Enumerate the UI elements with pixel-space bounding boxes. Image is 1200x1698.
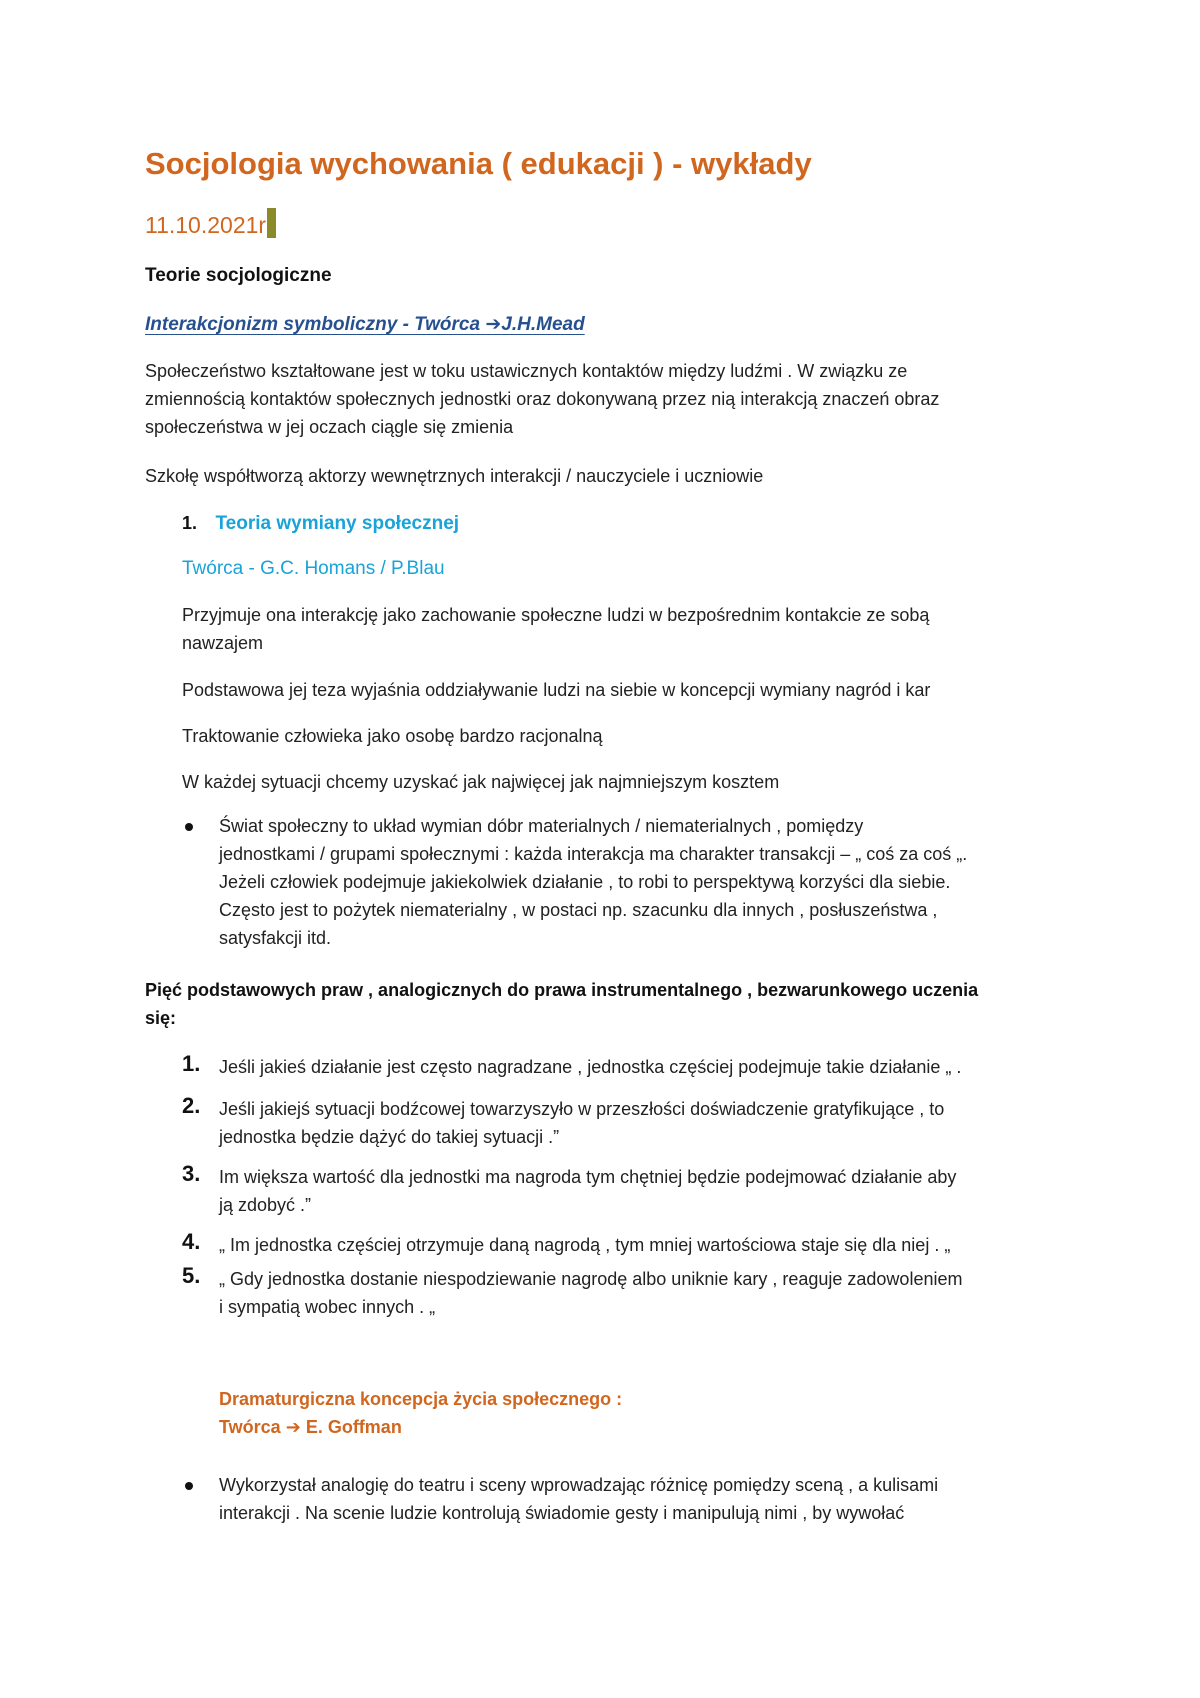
paragraph-line: Przyjmuje ona interakcję jako zachowanie społeczne ludzi w bezpośrednim kontakcie ze sobą (182, 605, 930, 625)
arrow-right-icon: ➔ (285, 1417, 301, 1437)
wymiana-heading (182, 513, 459, 535)
list-number: 5. (182, 1263, 201, 1288)
list-number: 1. (182, 1051, 201, 1076)
paragraph-line: satysfakcji itd. (219, 928, 332, 948)
paragraph-line: interakcji . Na scenie ludzie kontrolują świadomie gesty i manipulują nimi , by wywołać (219, 1503, 905, 1523)
paragraph-line: „ Im jednostka częściej otrzymuje daną nagrodą , tym mniej wartościowa staje się dla niej . „ (219, 1235, 951, 1255)
list-number: 1. (182, 513, 198, 533)
interakcjonizm-heading-text: Interakcjonizm symboliczny - Twórca (145, 314, 481, 335)
prawa-heading (145, 976, 978, 1032)
wymiana-tworca: Twórca - G.C. Homans / P.Blau (182, 558, 445, 579)
paragraph-line: i sympatią wobec innych . „ (219, 1297, 436, 1317)
wymiana-paragraph-1 (182, 601, 929, 657)
paragraph-line: ją zdobyć .” (219, 1195, 312, 1215)
paragraph-line: Jeśli jakieś działanie jest często nagradzane , jednostka częściej podejmuje takie działanie „ . (219, 1057, 962, 1077)
list-item-text (219, 1265, 962, 1321)
dramaturgiczna-heading-text: Dramaturgiczna koncepcja życia społecznego : (219, 1389, 623, 1409)
wymiana-paragraph-2: Podstawowa jej teza wyjaśnia oddziaływanie ludzi na siebie w koncepcji wymiany nagród i kar (182, 680, 931, 700)
dramaturgiczna-bullet (219, 1471, 938, 1527)
list-item-text (219, 1231, 950, 1259)
list-item-text (219, 1053, 961, 1081)
paragraph-line: jednostka będzie dążyć do takiej sytuacji .” (219, 1127, 560, 1147)
section-heading: Teorie socjologiczne (145, 265, 332, 286)
list-item-text (219, 1163, 956, 1219)
lecture-date (145, 208, 276, 239)
wymiana-paragraph-3: Traktowanie człowieka jako osobę bardzo racjonalną (182, 726, 603, 746)
wymiana-bullet (219, 812, 967, 952)
tworca-label: Twórca (219, 1417, 281, 1437)
dramaturgiczna-tworca (219, 1413, 622, 1441)
interakcjonizm-heading (145, 313, 585, 336)
list-number: 4. (182, 1229, 201, 1254)
dramaturgiczna-author: E. Goffman (305, 1417, 402, 1437)
szkola-paragraph: Szkołę współtworzą aktorzy wewnętrznych interakcji / nauczyciele i uczniowie (145, 466, 764, 486)
interakcjonizm-paragraph (145, 357, 939, 441)
paragraph-line: Wykorzystał analogię do teatru i sceny wprowadzając różnicę pomiędzy sceną , a kulisami (219, 1475, 939, 1495)
dramaturgiczna-heading (219, 1385, 622, 1441)
paragraph-line: zmiennością kontaktów społecznych jednostki oraz dokonywaną przez nią interakcją znaczeń obraz (145, 389, 940, 409)
paragraph-line: Często jest to pożytek niematerialny , w postaci np. szacunku dla innych , posłuszeństwa , (219, 900, 938, 920)
paragraph-line: Im większa wartość dla jednostki ma nagroda tym chętniej będzie podejmować działanie aby (219, 1167, 957, 1187)
paragraph-line: społeczeństwa w jej oczach ciągle się zmienia (145, 417, 514, 437)
paragraph-line: Społeczeństwo kształtowane jest w toku ustawicznych kontaktów między ludźmi . W związku ze (145, 361, 908, 381)
wymiana-paragraph-4: W każdej sytuacji chcemy uzyskać jak najwięcej jak najmniejszym kosztem (182, 772, 780, 792)
paragraph-line: nawzajem (182, 633, 264, 653)
heading-line: Pięć podstawowych praw , analogicznych do prawa instrumentalnego , bezwarunkowego uczenia (145, 980, 979, 1000)
arrow-right-icon: ➔ (485, 314, 502, 335)
lecture-date-text: 11.10.2021r (145, 212, 267, 238)
wymiana-heading-text: Teoria wymiany społecznej (215, 513, 460, 534)
paragraph-line: Jeśli jakiejś sytuacji bodźcowej towarzyszyło w przeszłości doświadczenie gratyfikujące , to (219, 1099, 945, 1119)
text-cursor-highlight (267, 208, 276, 238)
bullet-icon (185, 823, 193, 831)
paragraph-line: jednostkami / grupami społecznymi : każda interakcja ma charakter transakcji – „ coś za coś „. (219, 844, 968, 864)
heading-line: się: (145, 1008, 177, 1028)
paragraph-line: Jeżeli człowiek podejmuje jakiekolwiek działanie , to robi to perspektywą korzyści dla siebie. (219, 872, 951, 892)
list-number: 3. (182, 1161, 201, 1186)
list-number: 2. (182, 1093, 201, 1118)
list-item-text (219, 1095, 944, 1151)
interakcjonizm-author: J.H.Mead (501, 314, 585, 335)
paragraph-line: „ Gdy jednostka dostanie niespodziewanie nagrodę albo uniknie kary , reaguje zadowoleniem (219, 1269, 963, 1289)
bullet-icon (185, 1482, 193, 1490)
paragraph-line: Świat społeczny to układ wymian dóbr materialnych / niematerialnych , pomiędzy (219, 816, 864, 836)
document-title: Socjologia wychowania ( edukacji ) - wykłady (145, 146, 812, 181)
